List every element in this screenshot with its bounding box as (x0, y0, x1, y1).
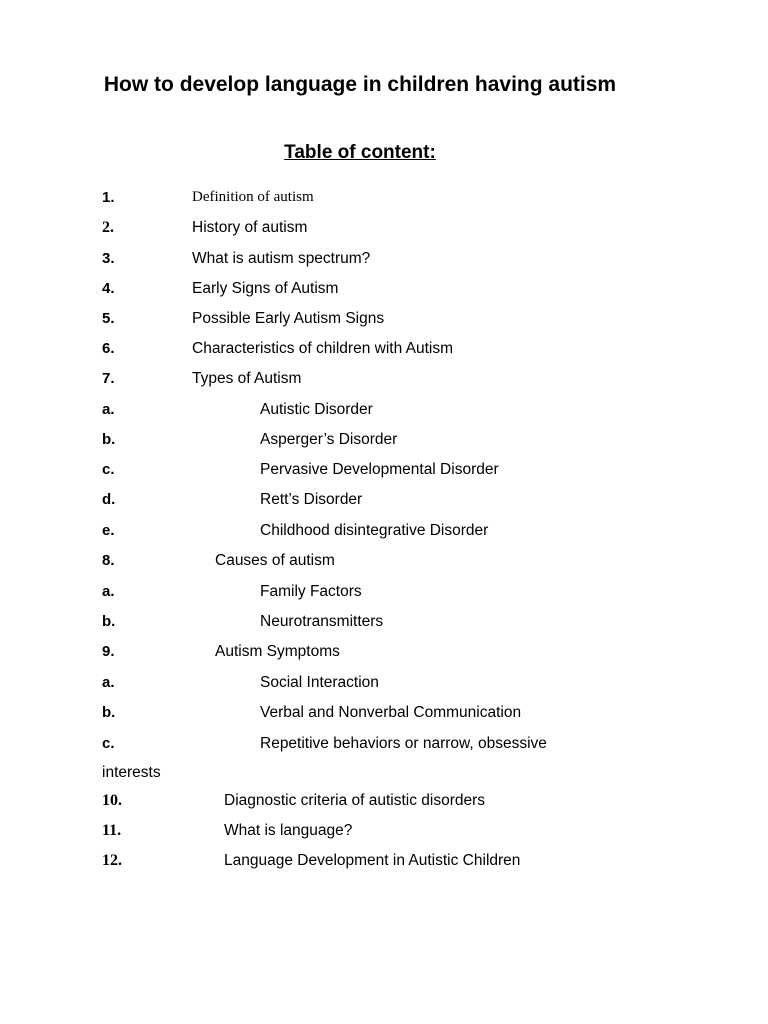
toc-item-number: a. (102, 401, 115, 418)
toc-item-label: Childhood disintegrative Disorder (260, 522, 489, 539)
toc-subitem (0, 522, 768, 544)
toc-item-label: Characteristics of children with Autism (192, 340, 454, 357)
toc-item-number: 1. (102, 189, 115, 206)
toc-item-number: 3. (102, 250, 115, 267)
toc-item-label: Asperger’s Disorder (260, 431, 398, 448)
toc-item (0, 822, 768, 844)
toc-item (0, 189, 768, 211)
toc-item-label-continuation: interests (102, 764, 161, 781)
toc-subitem (0, 613, 768, 635)
toc-item-number: d. (102, 491, 116, 508)
toc-item (0, 340, 768, 362)
toc-item-label: Neurotransmitters (260, 613, 384, 630)
toc-item-number: e. (102, 522, 115, 539)
toc-item (0, 643, 768, 665)
toc-item-label: Causes of autism (215, 552, 335, 569)
toc-item (0, 370, 768, 392)
toc-item-number: b. (102, 613, 116, 630)
document-title: How to develop language in children having autism (103, 73, 617, 96)
toc-item-number: 8. (102, 552, 115, 569)
toc-item-label: Autistic Disorder (260, 401, 373, 418)
toc-item-label: Repetitive behaviors or narrow, obsessive (260, 735, 547, 752)
toc-item-number: a. (102, 674, 115, 691)
toc-heading: Table of content: (284, 142, 436, 163)
toc-subitem (0, 461, 768, 483)
toc-item-label: Autism Symptoms (215, 643, 340, 660)
toc-item-number: a. (102, 583, 115, 600)
toc-subitem (0, 491, 768, 513)
toc-item-number: 9. (102, 643, 115, 660)
toc-item (0, 852, 768, 874)
toc-item-number: b. (102, 704, 116, 721)
toc-item-label: Pervasive Developmental Disorder (260, 461, 499, 478)
toc-item-number: c. (102, 461, 115, 478)
toc-item (0, 552, 768, 574)
toc-item-label: Early Signs of Autism (192, 280, 339, 297)
toc-item-number: c. (102, 735, 115, 752)
toc-item-label: Language Development in Autistic Children (224, 852, 521, 869)
toc-subitem (0, 401, 768, 423)
toc-item (0, 219, 768, 241)
toc-item-label: History of autism (192, 219, 308, 236)
toc-item-label: Definition of autism (192, 189, 314, 205)
toc-item-number: 12. (102, 852, 122, 869)
toc-subitem (0, 583, 768, 605)
toc-item-label: Verbal and Nonverbal Communication (260, 704, 522, 721)
toc-item-number: b. (102, 431, 116, 448)
toc-item-label: Rett’s Disorder (260, 491, 363, 508)
toc-item-number: 2. (102, 219, 114, 236)
toc-item-label: What is autism spectrum? (192, 250, 371, 267)
toc-item (0, 792, 768, 814)
toc-item-label: What is language? (224, 822, 353, 839)
toc-item-label: Diagnostic criteria of autistic disorders (224, 792, 486, 809)
toc-item-label: Social Interaction (260, 674, 379, 691)
toc-subitem (0, 674, 768, 696)
toc-subitem (0, 735, 768, 757)
toc-item (0, 250, 768, 272)
toc-item-number: 6. (102, 340, 115, 357)
toc-item-number: 4. (102, 280, 115, 297)
toc-item-label: Family Factors (260, 583, 362, 600)
toc-item (0, 310, 768, 332)
toc-item-label: Possible Early Autism Signs (192, 310, 385, 327)
toc-subitem (0, 704, 768, 726)
toc-item-label: Types of Autism (192, 370, 302, 387)
toc-item-number: 11. (102, 822, 122, 839)
toc-item-number: 5. (102, 310, 115, 327)
toc-subitem (0, 431, 768, 453)
toc-item-number: 10. (102, 792, 122, 809)
toc-item-number: 7. (102, 370, 115, 387)
toc-item (0, 280, 768, 302)
